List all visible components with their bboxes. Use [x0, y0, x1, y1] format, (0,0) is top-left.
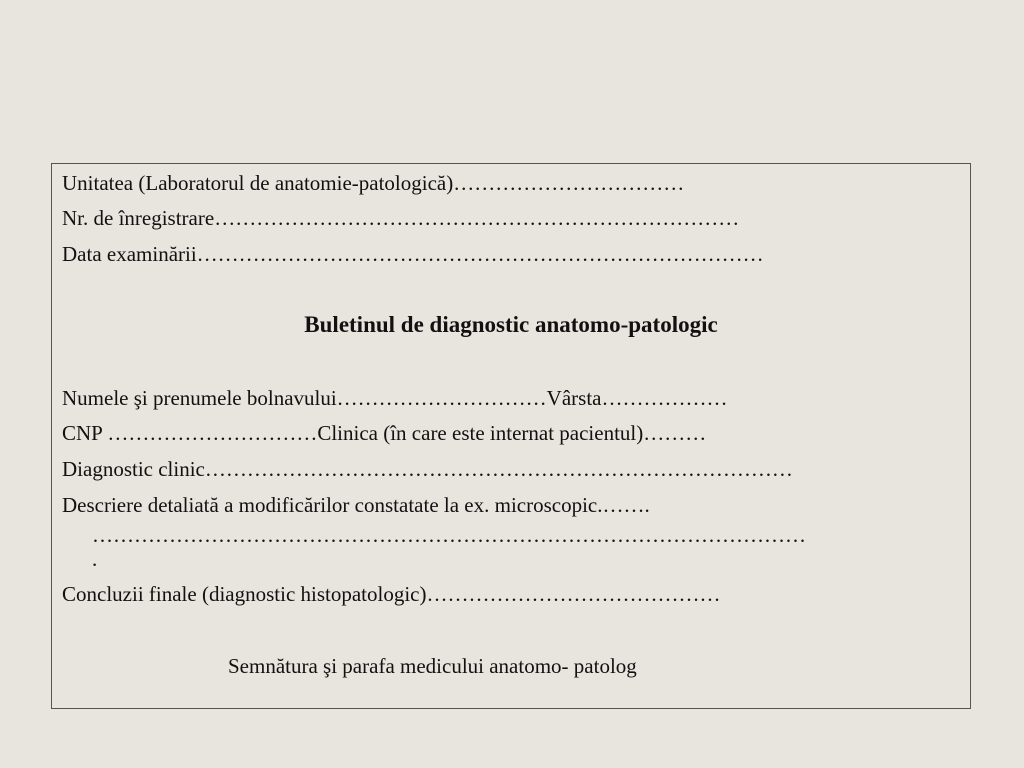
examination-date-field: Data examinării………………………………………………………………………: [62, 242, 764, 266]
patient-name-age-field: Numele şi prenumele bolnavului…………………………Vârsta………………: [62, 386, 728, 410]
cnp-clinic-field: CNP …………………………Clinica (în care este internat pacientul)………: [62, 421, 707, 445]
form-title: Buletinul de diagnostic anatomo-patologic: [304, 312, 718, 337]
microscopic-description-field: Descriere detaliată a modificărilor constatate la ex. microscopic.…….: [62, 493, 650, 517]
microscopic-description-end: .: [92, 547, 98, 571]
signature-line: Semnătura şi parafa medicului anatomo- patolog: [228, 654, 637, 678]
microscopic-description-dots: …………………………………………………………………………………………: [92, 523, 806, 547]
diagnostic-form: [51, 163, 971, 709]
unitatea-field: Unitatea (Laboratorul de anatomie-patologică)……………………………: [62, 171, 685, 195]
clinical-diagnosis-field: Diagnostic clinic…………………………………………………………………………: [62, 457, 793, 481]
registration-number-field: Nr. de înregistrare…………………………………………………………………: [62, 206, 740, 230]
final-conclusions-field: Concluzii finale (diagnostic histopatologic)……………………………………: [62, 582, 721, 606]
